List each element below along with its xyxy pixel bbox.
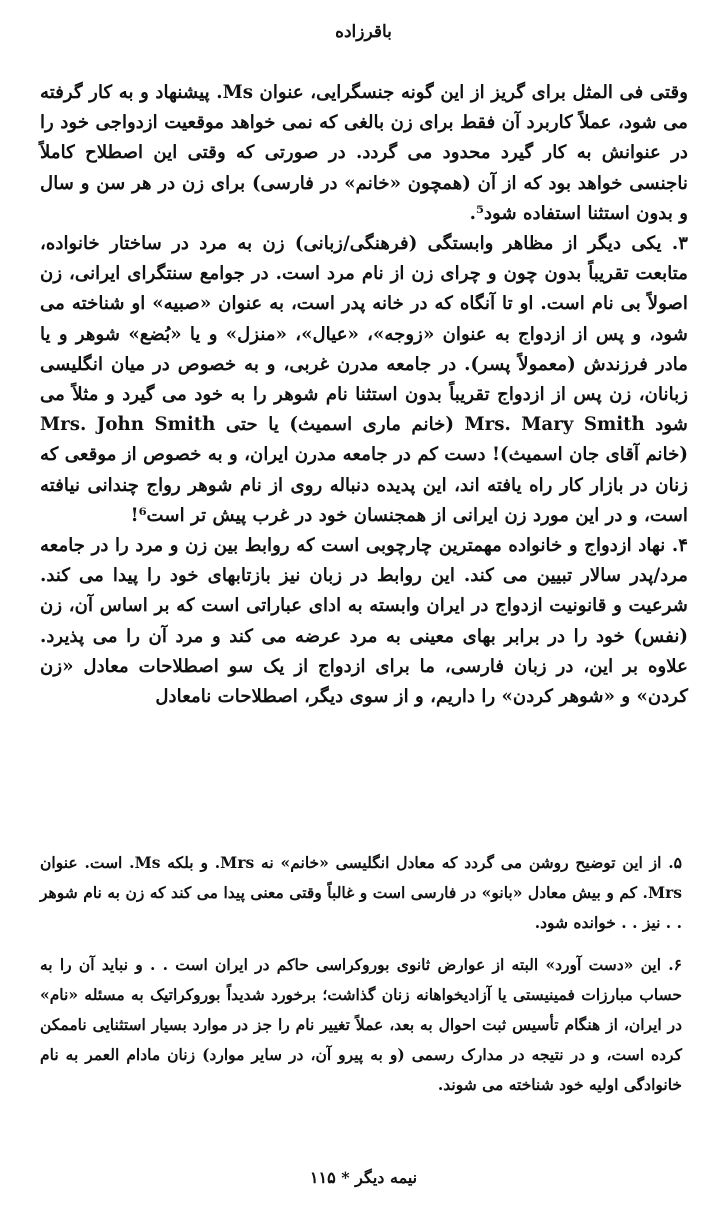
paragraph-item-3: ۳. یکی دیگر از مظاهر وابستگی (فرهنگی/زبانی) زن به مرد در ساختار خانواده، متابعت تقریباً بدون چون و چرای زن از نام مرد است. در جوامع سنتگرای ایرانی، زن اصولاً بی نام است. او تا آنگاه که در خانه پدر است، به عنوان «صبیه» او شناخته می شود، و پس از ازدواج به عنوان «زوجه»، «عیال»، «منزل» و یا «بُضع» شوهر و یا مادر فرزندش (معمولاً پسر). در جامعه مدرن غربی، و به خصوص در میان انگلیسی زبانان، زن پس از ازدواج تقریباً بدون استثنا نام شوهر را به خود می گیرد و مثلاً می شود Mrs. Mary Smith (خانم ماری اسمیث) یا حتی Mrs. John Smith (خانم آقای جان اسمیث)! دست کم در جامعه مدرن ایران، و به خصوص از موقعی که زنان در بازار کار راه یافته اند، این پدیده دنباله روی از نام شوهر رواج چندانی نیافته است، و در این مورد زن ایرانی از همجنسان خود در غرب پیش تر است⁶! [40,233,688,526]
body-text [40,78,688,712]
footnotes [40,848,682,1100]
paragraph-1: وقتی فی المثل برای گریز از این گونه جنسگرایی، عنوان Ms. پیشنهاد و به کار گرفته می شود، عملاً کاربرد آن فقط برای زن بالغی که نمی خواهد موقعیت ازدواجی خود را در عنوانش به کار گیرد محدود می گردد. در صورتی که وقتی این اصطلاح کاملاً ناجنسی خواهد بود که از آن (همچون «خانم» در فارسی) برای زن در هر سن و سال و بدون استثنا استفاده شود⁵. [40,82,688,224]
paragraph-item-4: ۴. نهاد ازدواج و خانواده مهمترین چارچوبی است که روابط بین زن و مرد را در جامعه مرد/پدر سالار تبیین می کند. این روابط در زبان نیز بازتابهای خود را پیدا می کند. شرعیت و قانونیت ازدواج در ایران وابسته به ادای عباراتی است که بر اساس آن، زن (نفس) خود را در برابر بهای معینی به مرد عرضه می کند و مرد آن را می پذیرد. علاوه بر این، در زبان فارسی، ما برای ازدواج از یک سو اصطلاحات معادل «زن کردن» و «شوهر کردن» را داریم، و از سوی دیگر، اصطلاحات نامعادل [40,535,688,708]
running-head: باقرزاده [335,22,392,42]
page-folio: نیمه دیگر * ۱۱۵ [309,1168,418,1187]
footnote-5: ۵. از این توضیح روشن می گردد که معادل انگلیسی «خانم» نه Mrs. و بلکه Ms. است. عنوان Mrs. کم و بیش معادل «بانو» در فارسی است و غالباً وقتی معنی پیدا می کند که زن به نام شوهر . . نیز . . خوانده شود. [40,853,682,932]
footnote-6: ۶. این «دست آورد» البته از عوارض ثانوی بوروکراسی حاکم در ایران است . . و نباید آن را به حساب مبارزات فمینیستی یا آزادیخواهانه زنان گذاشت؛ برخورد شدیداً بوروکراتیک به مسئله «نام» در ایران، از هنگام تأسیس ثبت احوال به بعد، عملاً تغییر نام را جز در موارد بسیار استثنایی ناممکن کرده است، و در نتیجه در مدارک رسمی (و به پیرو آن، در سایر موارد) زنان مادام العمر به نام خانوادگی اولیه خود شناخته می شوند. [40,955,682,1094]
